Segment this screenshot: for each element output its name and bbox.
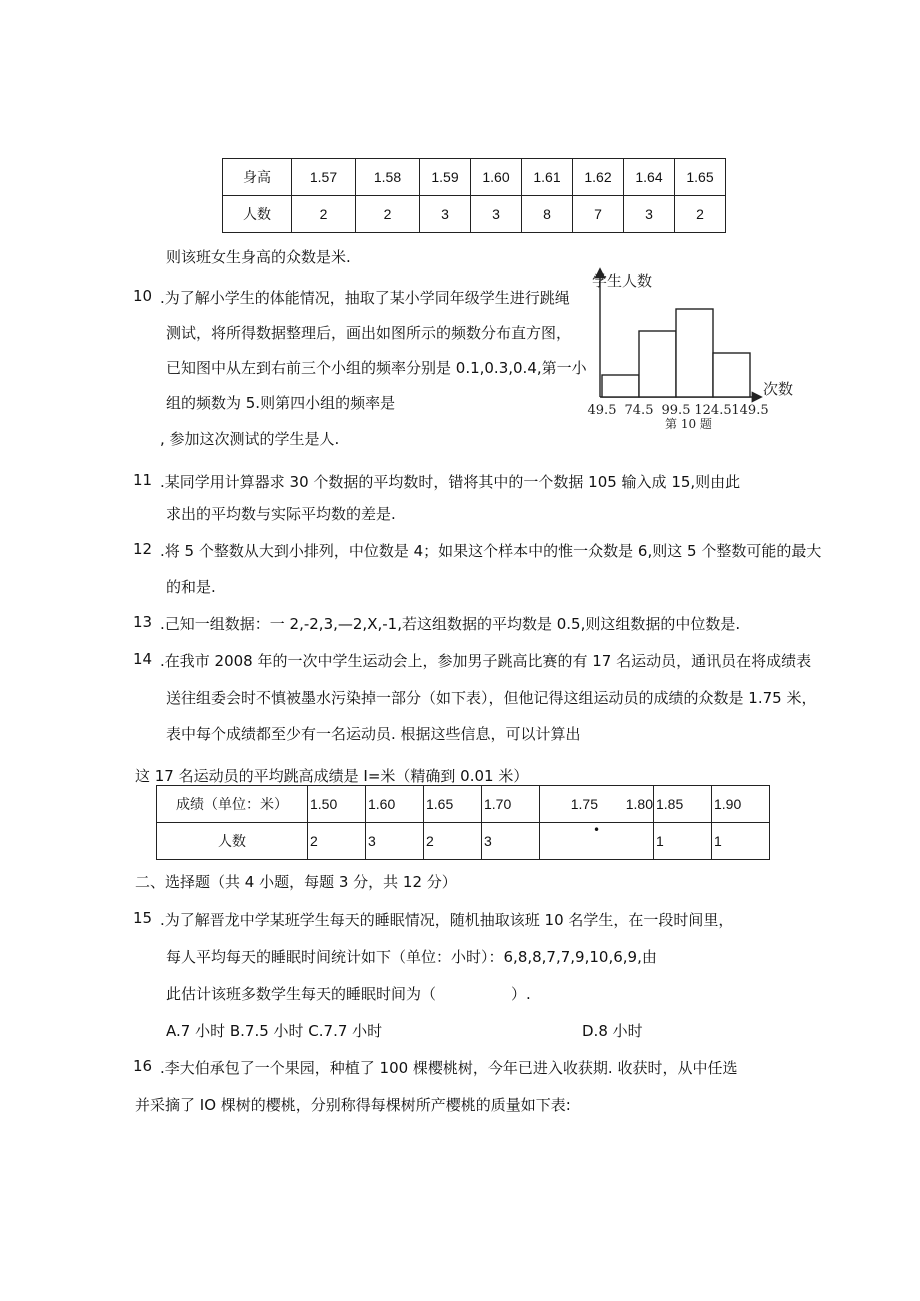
q14-line-2: 送往组委会时不慎被墨水污染掉一部分（如下表），但他记得这组运动员的成绩的众数是 1.75 米，	[166, 689, 817, 707]
q12-number: 12	[133, 540, 153, 558]
histogram-chart	[578, 262, 808, 442]
table-cell: 1.90	[712, 786, 770, 823]
table-cell: 1.65	[675, 159, 726, 196]
table-cell: 3	[366, 823, 424, 860]
table-cell-merged	[540, 786, 654, 823]
q12-line-2: 的和是.	[166, 578, 216, 596]
section-heading: 二、选择题（共 4 小题，每题 3 分，共 12 分）	[135, 873, 457, 891]
q11-line-1: .某同学用计算器求 30 个数据的平均数时，错将其中的一个数据 105 输入成 15,则由此	[160, 473, 741, 491]
x-tick-label: 74.5	[624, 403, 654, 418]
table-cell: 1.57	[292, 159, 356, 196]
table-cell: 1.70	[482, 786, 540, 823]
q15-options-abc: A.7 小时 B.7.5 小时 C.7.7 小时	[166, 1022, 383, 1040]
x-axis-label: 次数	[763, 380, 794, 398]
table-cell: 2	[292, 196, 356, 233]
table-cell: 3	[471, 196, 522, 233]
x-tick-label: 149.5	[731, 403, 769, 418]
q13-number: 13	[133, 613, 153, 631]
q10-line-1: .为了解小学生的体能情况，抽取了某小学同年级学生进行跳绳	[160, 289, 570, 307]
q9-tail-text: 则该班女生身高的众数是米.	[166, 248, 351, 266]
jump-score-table	[156, 785, 770, 860]
table-cell: 3	[624, 196, 675, 233]
histogram-bar	[713, 353, 750, 397]
table-cell: 2	[308, 823, 366, 860]
q15-line-2: 每人平均每天的睡眠时间统计如下（单位：小时）：6,8,8,7,7,9,10,6,9,由	[166, 948, 657, 966]
table-cell: 1.60	[366, 786, 424, 823]
table-cell: 1	[654, 823, 712, 860]
q10-line-3: 已知图中从左到右前三个小组的频率分别是 0.1,0.3,0.4,第一小	[166, 359, 587, 377]
histogram-bar	[639, 331, 676, 397]
table-cell: 7	[573, 196, 624, 233]
table-header-cell: 人数	[157, 823, 308, 860]
x-tick-label: 124.5	[694, 403, 732, 418]
score-180: 1.80	[625, 796, 653, 812]
q11-line-2: 求出的平均数与实际平均数的差是.	[166, 505, 396, 523]
q13-line-1: .己知一组数据：一 2,-2,3,—2,X,-1,若这组数据的平均数是 0.5,则这组数据的中位数是.	[160, 615, 741, 633]
q10-line-5: , 参加这次测试的学生是人.	[160, 430, 340, 448]
q14-line-3: 表中每个成绩都至少有一名运动员. 根据这些信息，可以计算出	[166, 725, 581, 743]
table-row	[223, 159, 726, 196]
q14-number: 14	[133, 650, 153, 668]
q12-line-1: .将 5 个整数从大到小排列，中位数是 4；如果这个样本中的惟一众数是 6,则这 5 个整数可能的最大	[160, 542, 822, 560]
x-tick-label: 49.5	[587, 403, 617, 418]
table-cell: 1.65	[424, 786, 482, 823]
histogram-bar	[602, 375, 639, 397]
table-header-cell: 身高	[223, 159, 292, 196]
table-header-cell: 成绩（单位：米）	[157, 786, 308, 823]
q15-line-3: 此估计该班多数学生每天的睡眠时间为（ ）.	[166, 985, 531, 1003]
q16-line-1: .李大伯承包了一个果园，种植了 100 棵樱桃树，今年已进入收获期. 收获时，从中任选	[160, 1059, 738, 1077]
table-cell: 1.64	[624, 159, 675, 196]
table-row	[157, 786, 770, 823]
histogram-bar	[676, 309, 713, 397]
table-cell: 3	[420, 196, 471, 233]
q16-line-2: 并采摘了 IO 棵树的樱桃，分别称得每棵树所产樱桃的质量如下表:	[135, 1096, 571, 1114]
table-row	[223, 196, 726, 233]
table-header-cell: 人数	[223, 196, 292, 233]
q15-option-d: D.8 小时	[582, 1022, 643, 1040]
table-cell: 1.60	[471, 159, 522, 196]
q16-number: 16	[133, 1057, 153, 1075]
q10-line-2: 测试，将所得数据整理后，画出如图所示的频数分布直方图，	[166, 324, 572, 342]
y-axis-label: 学生人数	[592, 272, 653, 290]
q14-line-1: .在我市 2008 年的一次中学生运动会上，参加男子跳高比赛的有 17 名运动员，通讯员在将成绩表	[160, 652, 812, 670]
chart-title: 第 10 题	[665, 417, 712, 431]
table-cell: 1.85	[654, 786, 712, 823]
table-cell: 8	[522, 196, 573, 233]
q11-number: 11	[133, 471, 153, 489]
x-tick-label: 99.5	[661, 403, 691, 418]
table-cell: 1.58	[356, 159, 420, 196]
score-175: 1.75	[570, 796, 598, 812]
q10-line-4: 组的频数为 5.则第四小组的频率是	[166, 394, 396, 412]
smudged-cell: •	[540, 823, 654, 860]
table-cell: 1.62	[573, 159, 624, 196]
table-cell: 1.61	[522, 159, 573, 196]
table-row	[157, 823, 770, 860]
table-cell: 2	[675, 196, 726, 233]
table-cell: 1	[712, 823, 770, 860]
height-table	[222, 158, 726, 233]
table-cell: 1.50	[308, 786, 366, 823]
table-cell: 2	[356, 196, 420, 233]
table-cell: 3	[482, 823, 540, 860]
q15-number: 15	[133, 909, 153, 927]
table-cell: 2	[424, 823, 482, 860]
q14-line-4: 这 17 名运动员的平均跳高成绩是 I=米（精确到 0.01 米）	[135, 767, 529, 785]
q15-line-1: .为了解晋龙中学某班学生每天的睡眠情况，随机抽取该班 10 名学生，在一段时间里，	[160, 911, 734, 929]
q10-number: 10	[133, 287, 153, 305]
table-cell: 1.59	[420, 159, 471, 196]
